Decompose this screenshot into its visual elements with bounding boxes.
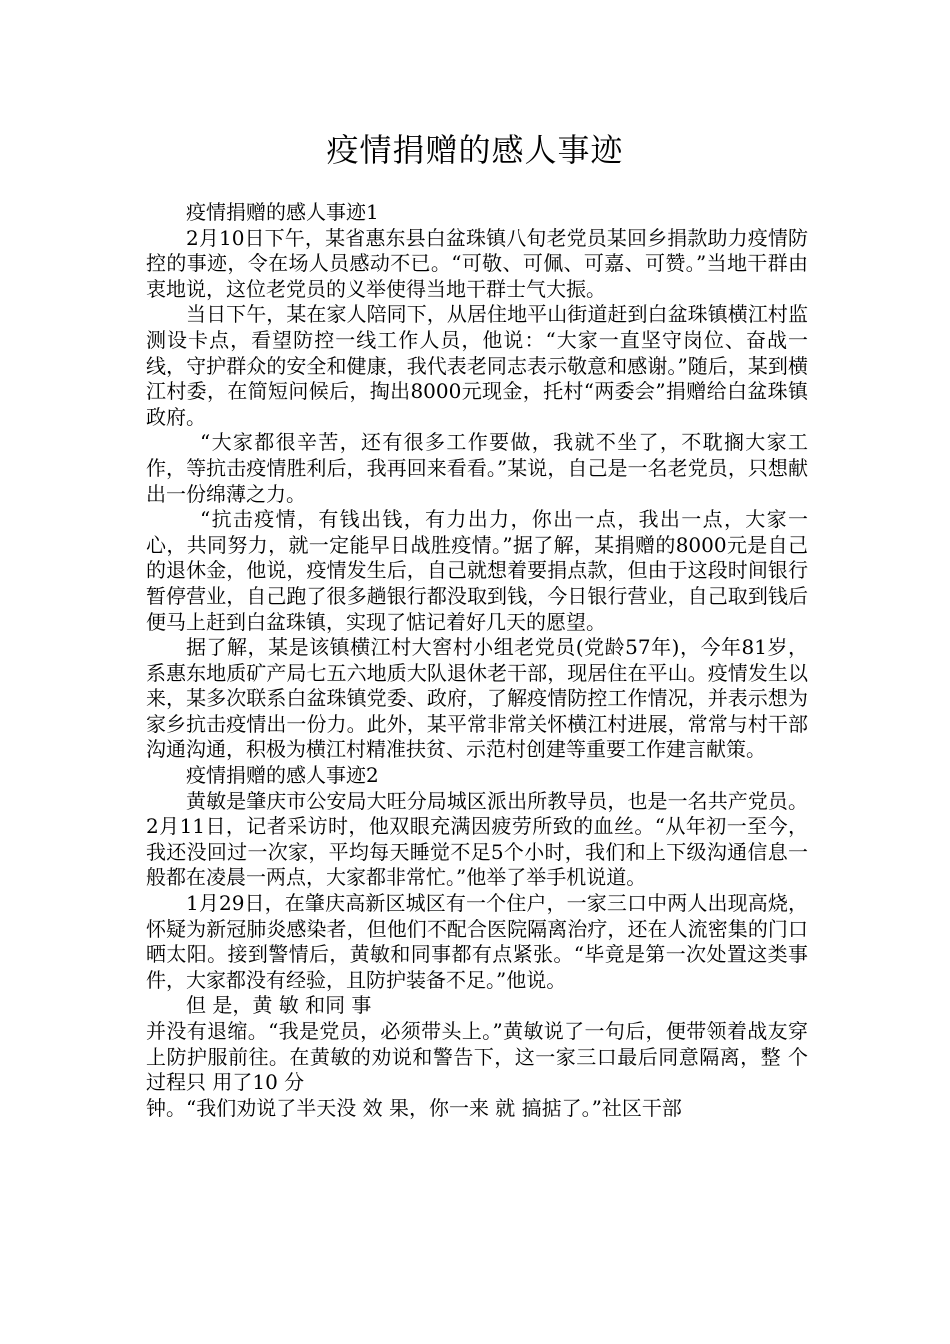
paragraph: “大家都很辛苦，还有很多工作要做，我就不坐了，不耽搁大家工作，等抗击疫情胜利后，我再回来看看。”某说，自己是一名老党员，只想献出一份绵薄之力。 — [146, 430, 808, 506]
document-body — [146, 200, 808, 1121]
paragraph: 1月29日，在肇庆高新区城区有一个住户，一家三口中两人出现高烧，怀疑为新冠肺炎感染者，但他们不配合医院隔离治疗，还在人流密集的门口晒太阳。接到警情后，黄敏和同事都有点紧张。“毕竟是第一次处置这类事件，大家都没有经验，且防护装备不足。”他说。 — [146, 891, 808, 992]
section-heading: 疫情捐赠的感人事迹1 — [186, 200, 379, 224]
paragraph: “抗击疫情，有钱出钱，有力出力，你出一点，我出一点，大家一心，共同努力，就一定能早日战胜疫情。”据了解，某捐赠的8000元是自己的退休金，他说，疫情发生后，自己就想着要捐点款，但由于这段时间银行暂停营业，自己跑了很多趟银行都没取到钱，今日银行营业，自己取到钱后便马上赶到白盆珠镇，实现了惦记着好几天的愿望。 — [146, 507, 808, 634]
paragraph: 并没有退缩。“我是党员，必须带头上。”黄敏说了一句后，便带领着战友穿上防护服前往。在黄敏的劝说和警告下，这一家三口最后同意隔离，整 个 过程只 用了10 分 — [146, 1019, 808, 1095]
paragraph: 黄敏是肇庆市公安局大旺分局城区派出所教导员，也是一名共产党员。2月11日，记者采访时，他双眼充满因疲劳所致的血丝。“从年初一至今，我还没回过一次家，平均每天睡觉不足5个小时，我们和上下级沟通信息一般都在凌晨一两点，大家都非常忙。”他举了举手机说道。 — [146, 788, 808, 890]
paragraph: 钟。“我们劝说了半天没 效 果，你一来 就 搞掂了。”社区干部 — [146, 1095, 682, 1120]
section-heading: 疫情捐赠的感人事迹2 — [186, 763, 379, 788]
paragraph: 但 是，黄 敏 和同 事 — [186, 993, 372, 1018]
paragraph: 当日下午，某在家人陪同下，从居住地平山街道赶到白盆珠镇横江村监测设卡点，看望防控一线工作人员，他说：“大家一直坚守岗位、奋战一线，守护群众的安全和健康，我代表老同志表示敬意和感谢。”随后，某到横江村委，在简短问候后，掏出8000元现金，托村“两委会”捐赠给白盆珠镇政府。 — [146, 302, 808, 429]
paragraph: 2月10日下午，某省惠东县白盆珠镇八旬老党员某回乡捐款助力疫情防控的事迹，令在场人员感动不已。“可敬、可佩、可嘉、可赞。”当地干群由衷地说，这位老党员的义举使得当地干群士气大振。 — [146, 225, 808, 301]
document-title: 疫情捐赠的感人事迹 — [326, 131, 624, 169]
paragraph: 据了解，某是该镇横江村大窖村小组老党员(党龄57年)，今年81岁，系惠东地质矿产局七五六地质大队退休老干部，现居住在平山。疫情发生以来，某多次联系白盆珠镇党委、政府，了解疫情防控工作情况，并表示想为家乡抗击疫情出一份力。此外，某平常非常关怀横江村进展，常常与村干部沟通沟通，积极为横江村精准扶贫、示范村创建等重要工作建言献策。 — [146, 635, 808, 762]
